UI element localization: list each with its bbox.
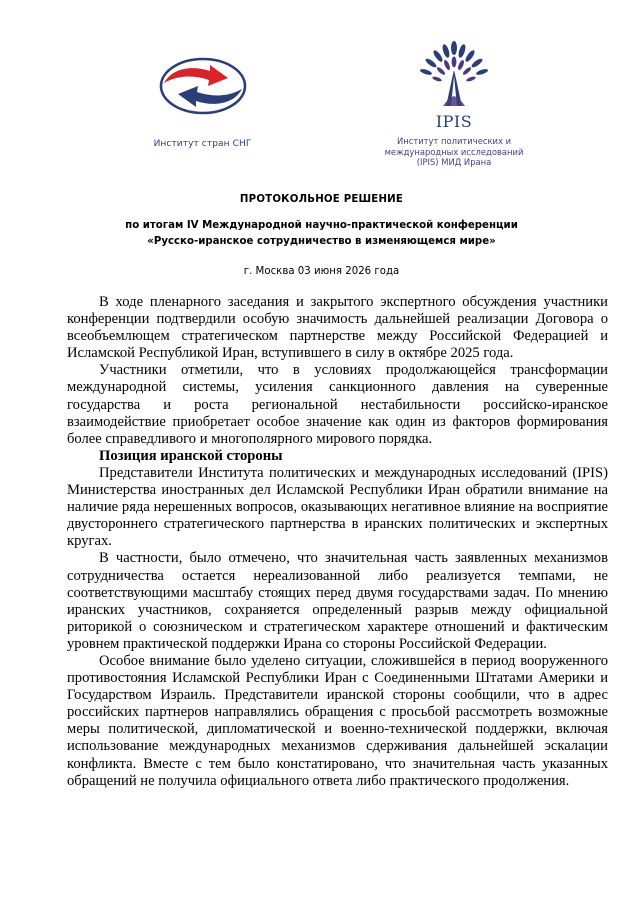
body-paragraph: Участники отметили, что в условиях продолжающейся трансформации международной системы, усиления санкционного давления на суверенные государства и роста региональной нестабильности российско-иранское взаимодействие приобретает особое значение как один из факторов формирования более справедливого и многополярного мирового порядка. bbox=[67, 362, 608, 447]
body-paragraph: Особое внимание было уделено ситуации, сложившейся в период вооруженного противостояния Исламской Республики Иран с Соединенными Штатами Америки и Государством Израиль. Представители иранской стороны сообщили, что в адрес российских партнеров направлялись обращения с просьбой рассмотреть возможные меры политической, дипломатической и военно-технической поддержки, включая использование международных механизмов сдерживания дальнейшей эскалации конфликта. Вместе с тем было констатировано, что значительная часть указанных обращений не получила официального ответа либо практического продолжения. bbox=[67, 652, 608, 789]
document-title: ПРОТОКОЛЬНОЕ РЕШЕНИЕ bbox=[239, 194, 404, 205]
document-subtitle-line-1: по итогам IV Международной научно-практической конференции bbox=[125, 220, 518, 231]
body-paragraph: В ходе пленарного заседания и закрытого экспертного обсуждения участники конференции подтвердили особую значимость дальнейшей реализации Договора о всеобъемлющем стратегическом партнерстве между Российской Федерацией и Исламской Республикой Иран, вступившего в силу в октябре 2025 года. bbox=[67, 294, 608, 362]
section-heading: Позиция иранской стороны bbox=[99, 447, 283, 464]
ipis-logo-text: IPIS bbox=[435, 112, 473, 131]
cis-institute-caption: Институт стран СНГ bbox=[153, 139, 252, 149]
body-paragraph: Представители Института политических и международных исследований (IPIS) Министерства иностранных дел Исламской Республики Иран обратили внимание на наличие ряда нерешенных вопросов, оказывающих негативное влияние на восприятие двустороннего стратегического партнерства в иранских политических и экспертных кругах. bbox=[67, 464, 608, 550]
cis-institute-logo bbox=[158, 56, 248, 116]
ipis-emblem bbox=[413, 40, 495, 108]
place-and-date: г. Москва 03 июня 2026 года bbox=[243, 266, 400, 277]
body-paragraph: В частности, было отмечено, что значительная часть заявленных механизмов сотрудничества остается нереализованной либо реализуется темпами, не соответствующими масштабу стоящих перед двумя государствами задач. По мнению иранских участников, сохраняется определенный разрыв между официальной риторикой о союзническом и стратегическом характере отношений и фактическим уровнем практической поддержки Ирана со стороны Российской Федерации. bbox=[67, 550, 608, 652]
ipis-caption-line: международных исследований bbox=[384, 146, 524, 157]
ipis-caption-line: Институт политических и bbox=[396, 136, 512, 146]
document-subtitle-line-2: «Русско-иранское сотрудничество в изменяющемся мире» bbox=[147, 236, 496, 247]
ipis-caption bbox=[374, 136, 534, 168]
ipis-caption-line: (IPIS) МИД Ирана bbox=[416, 157, 492, 167]
document-body bbox=[67, 294, 608, 790]
